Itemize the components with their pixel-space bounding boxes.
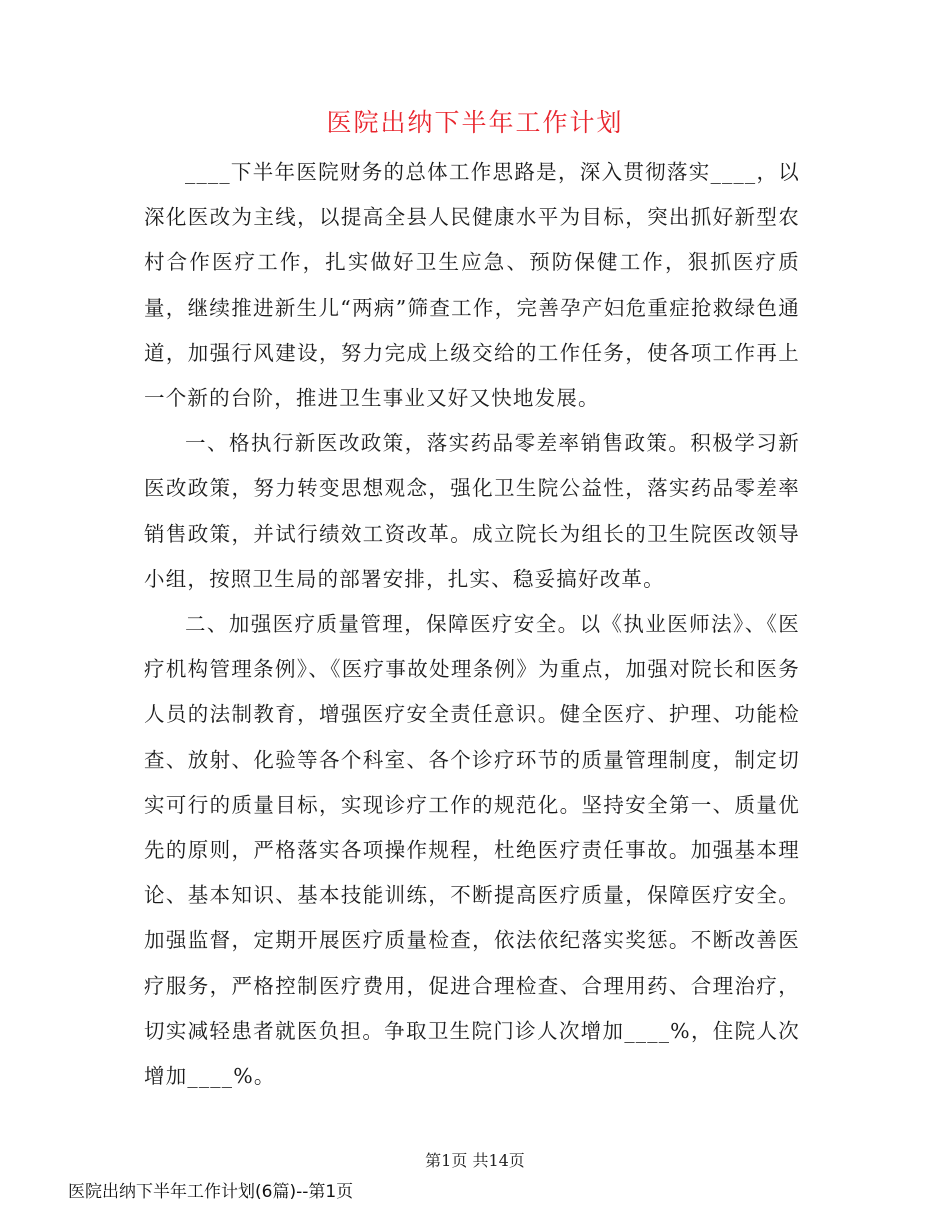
document-footer-label: 医院出纳下半年工作计划(6篇)--第1页 — [68, 1182, 354, 1202]
document-title: 医院出纳下半年工作计划 — [326, 108, 624, 137]
page-number: 第1页 共14页 — [425, 1151, 525, 1170]
paragraph-intro: ____下半年医院财务的总体工作思路是，深入贯彻落实____，以深化医改为主线，以提高全县人民健康水平为目标，突出抓好新型农村合作医疗工作，扎实做好卫生应急、预防保健工作，狠抓医疗质量，继续推进新生儿“两病”筛查工作，完善孕产妇危重症抢救绿色通道，加强行风建设，努力完成上级交给的工作任务，使各项工作再上一个新的台阶，推进卫生事业又好又快地发展。 — [144, 160, 800, 411]
paragraph-section-2: 二、加强医疗质量管理，保障医疗安全。以《执业医师法》、《医疗机构管理条例》、《医疗事故处理条例》为重点，加强对院长和医务人员的法制教育，增强医疗安全责任意识。健全医疗、护理、功能检查、放射、化验等各个科室、各个诊疗环节的质量管理制度，制定切实可行的质量目标，实现诊疗工作的规范化。坚持安全第一、质量优先的原则，严格落实各项操作规程，杜绝医疗责任事故。加强基本理论、基本知识、基本技能训练，不断提高医疗质量，保障医疗安全。加强监督，定期开展医疗质量检查，依法依纪落实奖惩。不断改善医疗服务，严格控制医疗费用，促进合理检查、合理用药、合理治疗，切实减轻患者就医负担。争取卫生院门诊人次增加____%，住院人次增加____%。 — [144, 612, 800, 1089]
document-body — [144, 150, 800, 1099]
paragraph-section-1: 一、格执行新医改政策，落实药品零差率销售政策。积极学习新医改政策，努力转变思想观念，强化卫生院公益性，落实药品零差率销售政策，并试行绩效工资改革。成立院长为组长的卫生院医改领导小组，按照卫生局的部署安排，扎实、稳妥搞好改革。 — [144, 431, 800, 591]
